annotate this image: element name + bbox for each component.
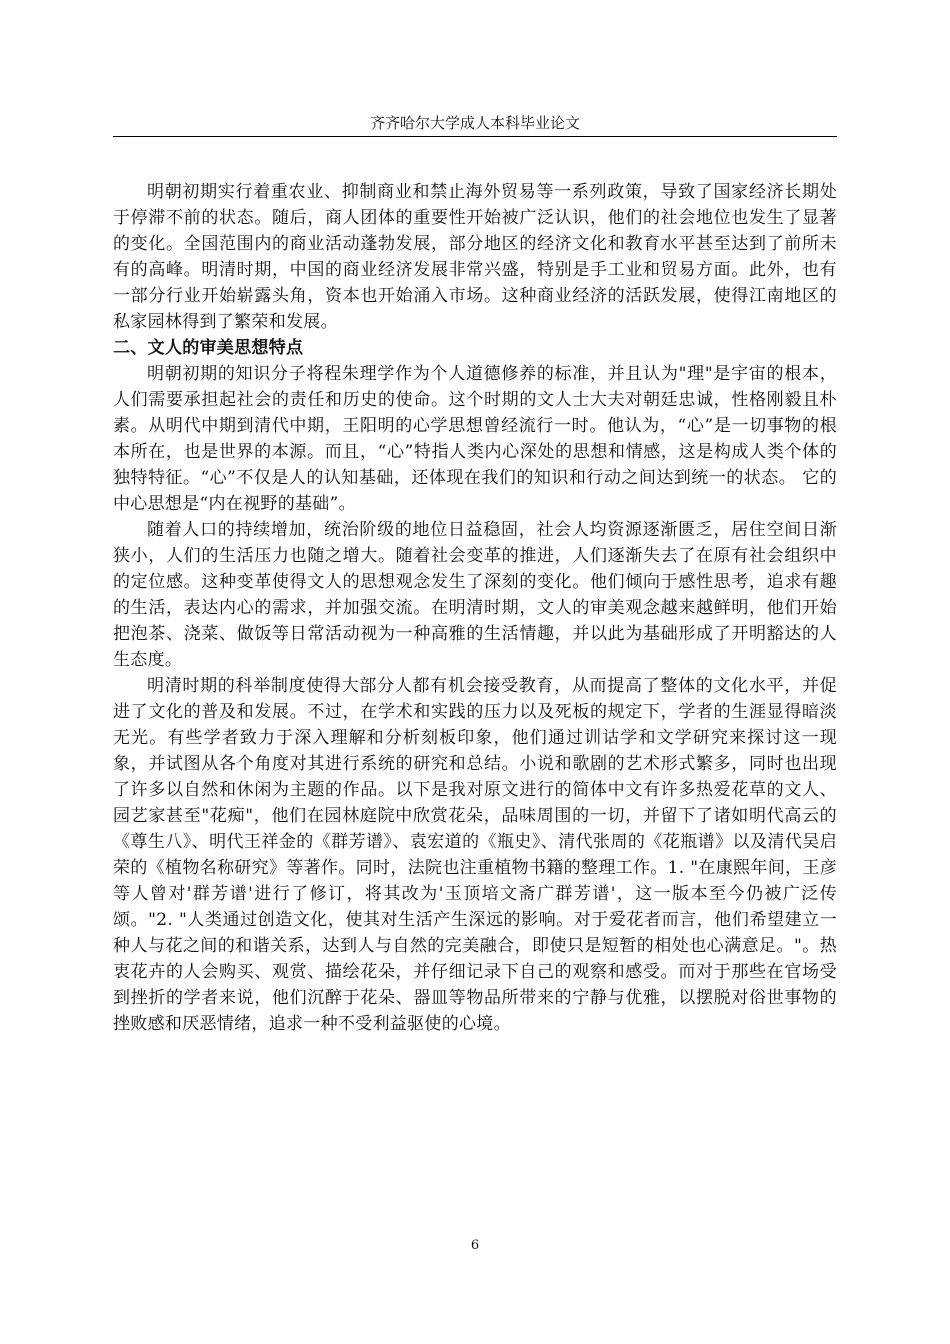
page-number: 6 bbox=[470, 1238, 480, 1253]
paragraph-4: 明清时期的科举制度使得大部分人都有机会接受教育，从而提高了整体的文化水平，并促进了文化的普及和发展。不过，在学术和实践的压力以及死板的规定下，学者的生涯显得暗淡无光。有些学者致力于深入理解和分析刻板印象，他们通过训诂学和文学研究来探讨这一现象，并试图从各个角度对其进行系统的研究和总结。小说和歌剧的艺术形式繁多，同时也出现了许多以自然和休闲为主题的作品。以下是我对原文进行的简体中文有许多热爱花草的文人、园艺家甚至"花痴"，他们在园林庭院中欣赏花朵，品味周围的一切，并留下了诸如明代高云的《尊生八》、明代王祥金的《群芳谱》、袁宏道的《瓶史》、清代张周的《花瓶谱》以及清代吴启荣的《植物名称研究》等著作。同时，法院也注重植物书籍的整理工作。1. "在康熙年间，王彦等人曾对'群芳谱'进行了修订，将其改为'玉顶培文斋广群芳谱'，这一版本至今仍被广泛传颂。"2. "人类通过创造文化，使其对生活产生深远的影响。对于爱花者而言，他们希望建立一种人与花之间的和谐关系，达到人与自然的完美融合，即使只是短暂的相处也心满意足。"。热衷花卉的人会购买、观赏、描绘花朵，并仔细记录下自己的观察和感受。而对于那些在官场受到挫折的学者来说，他们沉醉于花朵、器皿等物品所带来的宁静与优雅，以摆脱对俗世事物的挫败感和厌恶情绪，追求一种不受利益驱使的心境。 bbox=[113, 676, 837, 1034]
section-heading: 二、文人的审美思想特点 bbox=[113, 338, 304, 358]
body-text bbox=[113, 179, 837, 1037]
page-header-title: 齐齐哈尔大学成人本科毕业论文 bbox=[369, 114, 580, 132]
paragraph-1: 明朝初期实行着重农业、抑制商业和禁止海外贸易等一系列政策，导致了国家经济长期处于停滞不前的状态。随后，商人团体的重要性开始被广泛认识，他们的社会地位也发生了显著的变化。全国范围内的商业活动蓬勃发展，部分地区的经济文化和教育水平甚至达到了前所未有的高峰。明清时期，中国的商业经济发展非常兴盛，特别是手工业和贸易方面。此外，也有一部分行业开始崭露头角，资本也开始涌入市场。这种商业经济的活跃发展，使得江南地区的私家园林得到了繁荣和发展。 bbox=[113, 182, 837, 332]
paragraph-3: 随着人口的持续增加，统治阶级的地位日益稳固，社会人均资源逐渐匮乏，居住空间日渐狭小，人们的生活压力也随之增大。随着社会变革的推进，人们逐渐失去了在原有社会组织中的定位感。这种变革使得文人的思想观念发生了深刻的变化。他们倾向于感性思考，追求有趣的生活，表达内心的需求，并加强交流。在明清时期，文人的审美观念越来越鲜明，他们开始把泡茶、浇菜、做饭等日常活动视为一种高雅的生活情趣，并以此为基础形成了开明豁达的人生态度。 bbox=[113, 520, 837, 670]
header-divider bbox=[113, 136, 837, 137]
paragraph-2: 明朝初期的知识分子将程朱理学作为个人道德修养的标准，并且认为"理"是宇宙的根本，人们需要承担起社会的责任和历史的使命。这个时期的文人士大夫对朝廷忠诚，性格刚毅且朴素。从明代中期到清代中期，王阳明的心学思想曾经流行一时。他认为，“心”是一切事物的根本所在，也是世界的本源。而且，“心”特指人类内心深处的思想和情感，这是构成人类个体的独特特征。“心”不仅是人的认知基础，还体现在我们的知识和行动之间达到统一的状态。 它的中心思想是“内在视野的基础”。 bbox=[113, 364, 837, 514]
